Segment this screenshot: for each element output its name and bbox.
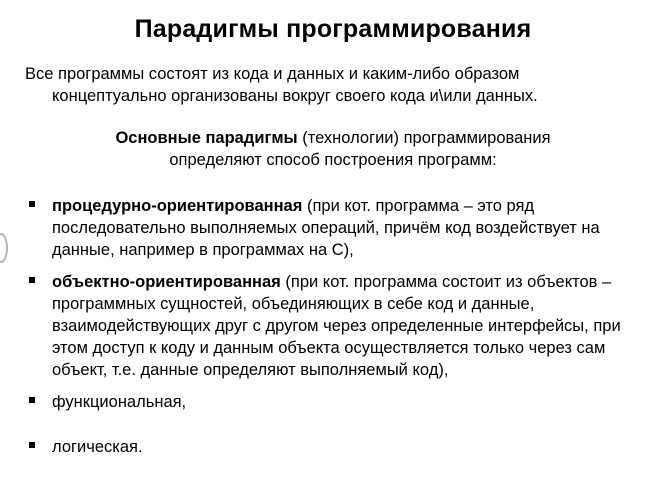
bullet-lead: процедурно-ориентированная [52,197,303,215]
subtitle-lead-rest: (технологии) программирования [297,129,551,147]
subtitle-line-2: определяют способ построения программ: [169,151,497,169]
bullet-text: функциональная, [52,393,187,411]
intro-paragraph [0,63,666,107]
subtitle-line-1 [0,127,666,149]
bullet-text: (при кот. программа – это ряд последовательно выполняемых операций, причём код воздействует на данные, например в программах на С), [52,197,600,259]
bullet-item-functional [0,391,666,413]
bullet-lead: объектно-ориентированная [52,273,281,291]
bullet-text: (при кот. программа состоит из объектов – программных сущностей, объединяющих в себе код и данные, взаимодействующих друг с другом через определенные интерфейсы, при этом доступ к коду и данным объекта осуществляется только через сам объект, т.е. данные определяют выполняемый код), [52,273,621,379]
square-bullet-icon [29,201,35,207]
intro-line-1: Все программы состоят из кода и данных и каким-либо образом [25,65,520,83]
subtitle-block [0,127,666,171]
subtitle-lead-bold: Основные парадигмы [115,129,298,147]
square-bullet-icon [29,397,35,403]
slide-title: Парадигмы программирования [134,15,532,43]
intro-line-2: концептуально организованы вокруг своего кода и\или данных. [52,87,538,105]
square-bullet-icon [29,277,35,283]
bullet-list [0,195,666,458]
bullet-text: логическая. [52,438,143,456]
bullet-item-object-oriented [0,271,666,381]
bullet-item-procedural [0,195,666,261]
square-bullet-icon [29,442,35,448]
bullet-item-logical [0,436,666,458]
